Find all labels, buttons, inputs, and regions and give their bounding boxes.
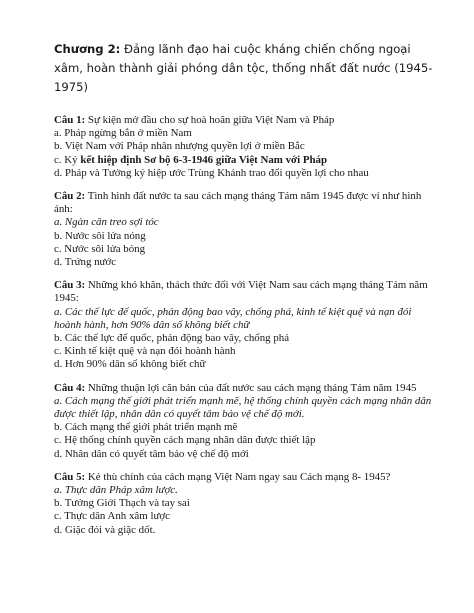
- answer-option-d: d. Trứng nước: [54, 256, 117, 269]
- answer-option-b: b. Nước sôi lửa nóng: [54, 229, 146, 242]
- answer-option-d: d. Hơn 90% dân số không biết chữ: [54, 358, 206, 371]
- answer-option-d: d. Pháp và Tưởng ký hiệp ước Trùng Khánh trao đổi quyền lợi cho nhau: [54, 166, 369, 179]
- question-label: Câu 5:: [54, 470, 86, 483]
- answer-option-b: b. Tưởng Giới Thạch và tay sai: [54, 497, 190, 510]
- question-stem: [54, 279, 434, 305]
- answer-option-a: a. Pháp ngừng bắn ở miền Nam: [54, 127, 192, 140]
- answer-option-d: d. Giặc đói và giặc dốt.: [54, 523, 156, 536]
- answer-option-c: c. Hệ thống chính quyền cách mạng nhân dân được thiết lập: [54, 434, 316, 447]
- answer-option-d: d. Nhân dân có quyết tâm bảo vệ chế độ mới: [54, 447, 249, 460]
- chapter-title: Đảng lãnh đạo hai cuộc kháng chiến chống ngoại xâm, hoàn thành giải phóng dân tộc, thống nhất đất nước (1945-1975): [54, 42, 433, 94]
- answer-option-c-correct: c. Ký kết hiệp định Sơ bộ 6-3-1946 giữa Việt Nam với Pháp: [54, 153, 328, 166]
- question-text: Những khó khăn, thách thức đối với Việt Nam sau cách mạng tháng Tám năm 1945:: [54, 279, 428, 305]
- question-5: [54, 471, 434, 537]
- question-stem: [54, 471, 434, 484]
- answer-option-a-correct: a. Các thế lực đế quốc, phản động bao vây, chống phá, kinh tế kiệt quệ và nạn đói hoành hành, hơn 90% dân số không biết chữ: [54, 305, 412, 331]
- question-text: Sự kiện mở đầu cho sự hoà hoãn giữa Việt Nam và Pháp: [85, 114, 335, 126]
- answer-option-c: c. Thực dân Anh xâm lược: [54, 510, 170, 523]
- question-text: Kẻ thù chính của cách mạng Việt Nam ngay sau Cách mạng 8- 1945?: [85, 470, 391, 483]
- answer-option-a-correct: a. Thực dân Pháp xâm lược.: [54, 484, 178, 497]
- chapter-label: Chương 2:: [54, 42, 121, 56]
- answer-option-c: c. Kinh tế kiệt quệ và nạn đói hoành hành: [54, 345, 236, 358]
- answer-option-b: b. Cách mạng thế giới phát triển mạnh mẽ: [54, 421, 238, 434]
- chapter-heading: [54, 40, 434, 97]
- question-stem: [54, 190, 434, 216]
- question-stem: [54, 114, 434, 127]
- question-4: [54, 382, 434, 461]
- answer-option-b: b. Các thế lực đế quốc, phản động bao vây, chống phá: [54, 332, 290, 345]
- answer-option-a-correct: a. Ngàn cân treo sợi tóc: [54, 216, 159, 229]
- question-text: Những thuận lợi căn bản của đất nước sau cách mạng tháng Tám năm 1945: [85, 381, 417, 394]
- question-2: [54, 190, 434, 269]
- question-stem: [54, 382, 434, 395]
- answer-option-c: c. Nước sôi lửa bỏng: [54, 242, 146, 255]
- question-text: Tình hình đất nước ta sau cách mạng tháng Tám năm 1945 được ví như hình ảnh:: [54, 190, 422, 216]
- document-page: [54, 40, 434, 547]
- answer-option-b: b. Việt Nam với Pháp nhân nhượng quyền lợi ở miền Bắc: [54, 140, 305, 153]
- question-label: Câu 4:: [54, 381, 86, 394]
- answer-option-a-correct: a. Cách mạng thế giới phát triển mạnh mẽ, hệ thống chính quyền cách mạng nhân dân được thiết lập, nhân dân có quyết tâm bảo vệ chế độ mới.: [54, 394, 432, 421]
- question-3: [54, 279, 434, 371]
- question-label: Câu 2:: [54, 190, 86, 203]
- question-1: [54, 114, 434, 180]
- question-label: Câu 1:: [54, 114, 86, 126]
- question-label: Câu 3:: [54, 279, 86, 292]
